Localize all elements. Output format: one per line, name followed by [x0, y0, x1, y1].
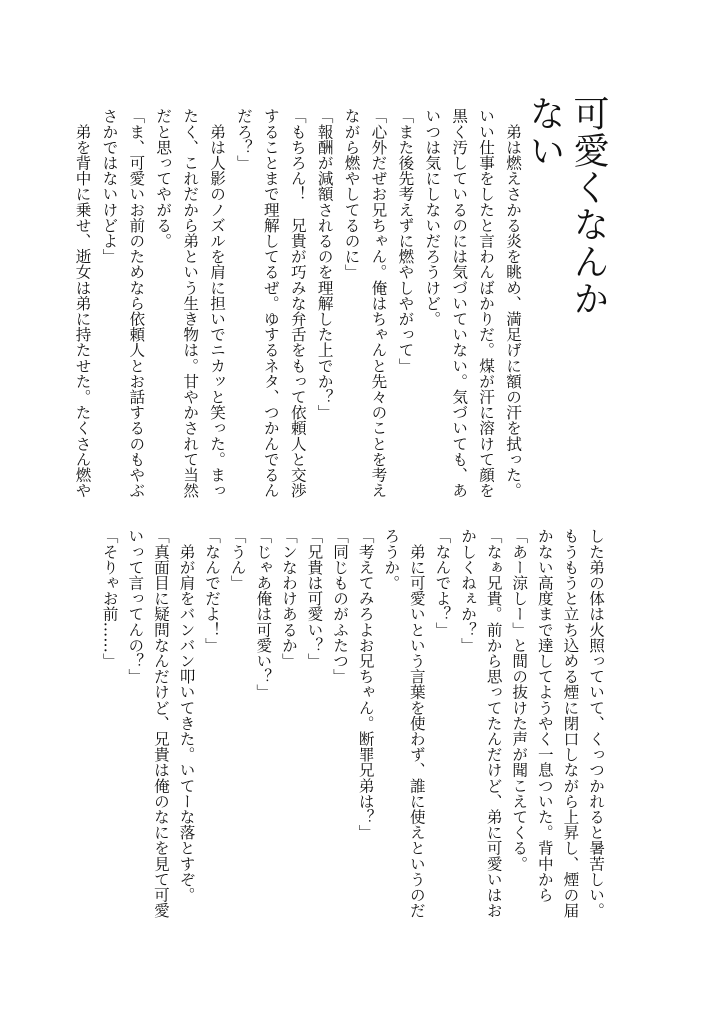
text-line: 弟は燃えさかる炎を眺め、満足げに額の汗を拭った。	[504, 108, 522, 498]
text-line: いつは気にしないだろうけど。	[423, 108, 442, 327]
text-line: 「兄貴は可愛い？」	[305, 528, 324, 669]
text-line: 弟は人影のノズルを肩に担いでニカッと笑った。まっ	[208, 108, 227, 498]
text-line: 「ま、可愛いお前のためなら依頼人とお話するのもやぶ	[127, 108, 146, 498]
text-line: ろうか。	[382, 528, 401, 591]
text-line: だと思ってやがる。	[154, 108, 173, 249]
text-line: 「真面目に疑問なんだけど、兄貴は俺のなにを見て可愛	[151, 528, 170, 918]
upper-text-block	[73, 108, 526, 500]
text-line: 弟が肩をバンバン叩いてきた。いてーな落とすぞ。	[177, 528, 196, 903]
text-line: たく、これだから弟という生き物は。甘やかされて当然	[181, 108, 200, 498]
text-line: 弟に可愛いという言葉を使わず、誰に使えというのだ	[407, 528, 426, 918]
text-line: かない高度まで達してようやく一息ついた。背中から	[535, 528, 554, 903]
text-line: 「なんでよ？」	[433, 528, 452, 638]
text-line: 「じゃあ俺は可愛い？」	[254, 528, 273, 700]
text-line: さかではないけどよ」	[100, 108, 119, 264]
text-line: もうもうと立ち込める煙に閉口しながら上昇し、煙の届	[561, 528, 580, 918]
text-line: 「そりゃお前……」	[100, 528, 119, 669]
text-line: 「もちろん！ 兄貴が巧みな弁舌をもって依頼人と交渉	[288, 108, 307, 498]
text-line: かしくねぇか？」	[459, 528, 478, 653]
text-line: した弟の体は火照っていて、くっつかれると暑苦しい。	[587, 528, 605, 918]
text-line: 「考えてみろよお兄ちゃん。断罪兄弟は？」	[356, 528, 375, 840]
text-line: だろ？」	[234, 108, 253, 171]
text-line: いい仕事をしたと言わんばかりだ。煤が汗に溶けて顔を	[477, 108, 496, 498]
text-line: いって言ってんの？」	[126, 528, 145, 684]
lower-text-block	[96, 528, 608, 928]
story-title: 可愛くなんかない	[524, 95, 609, 317]
text-line: 黒く汚しているのには気づいていない。気づいても、あ	[450, 108, 469, 498]
text-line: ながら燃やしてるのに」	[342, 108, 361, 280]
text-line: 「あー涼しー」と間の抜けた声が聞こえてくる。	[510, 528, 529, 872]
text-line: 弟を背中に乗せ、逝女は弟に持たせた。たくさん燃や	[73, 108, 92, 498]
text-line: 「うん」	[228, 528, 247, 591]
text-line: 「ンなわけあるか」	[279, 528, 298, 669]
text-line: 「同じものがふたつ」	[331, 528, 350, 684]
text-line: 「また後先考えずに燃やしやがって」	[396, 108, 415, 374]
text-line: することまで理解してるぜ。ゆするネタ、つかんでるん	[261, 108, 280, 498]
text-line: 「なんでだよ！」	[203, 528, 222, 653]
text-line: 「報酬が減額されるのを理解した上でか？」	[315, 108, 334, 420]
text-line: 「なぁ兄貴。前から思ってたんだけど、弟に可愛いはお	[484, 528, 503, 918]
text-line: 「心外だぜお兄ちゃん。俺はちゃんと先々のことを考え	[369, 108, 388, 498]
